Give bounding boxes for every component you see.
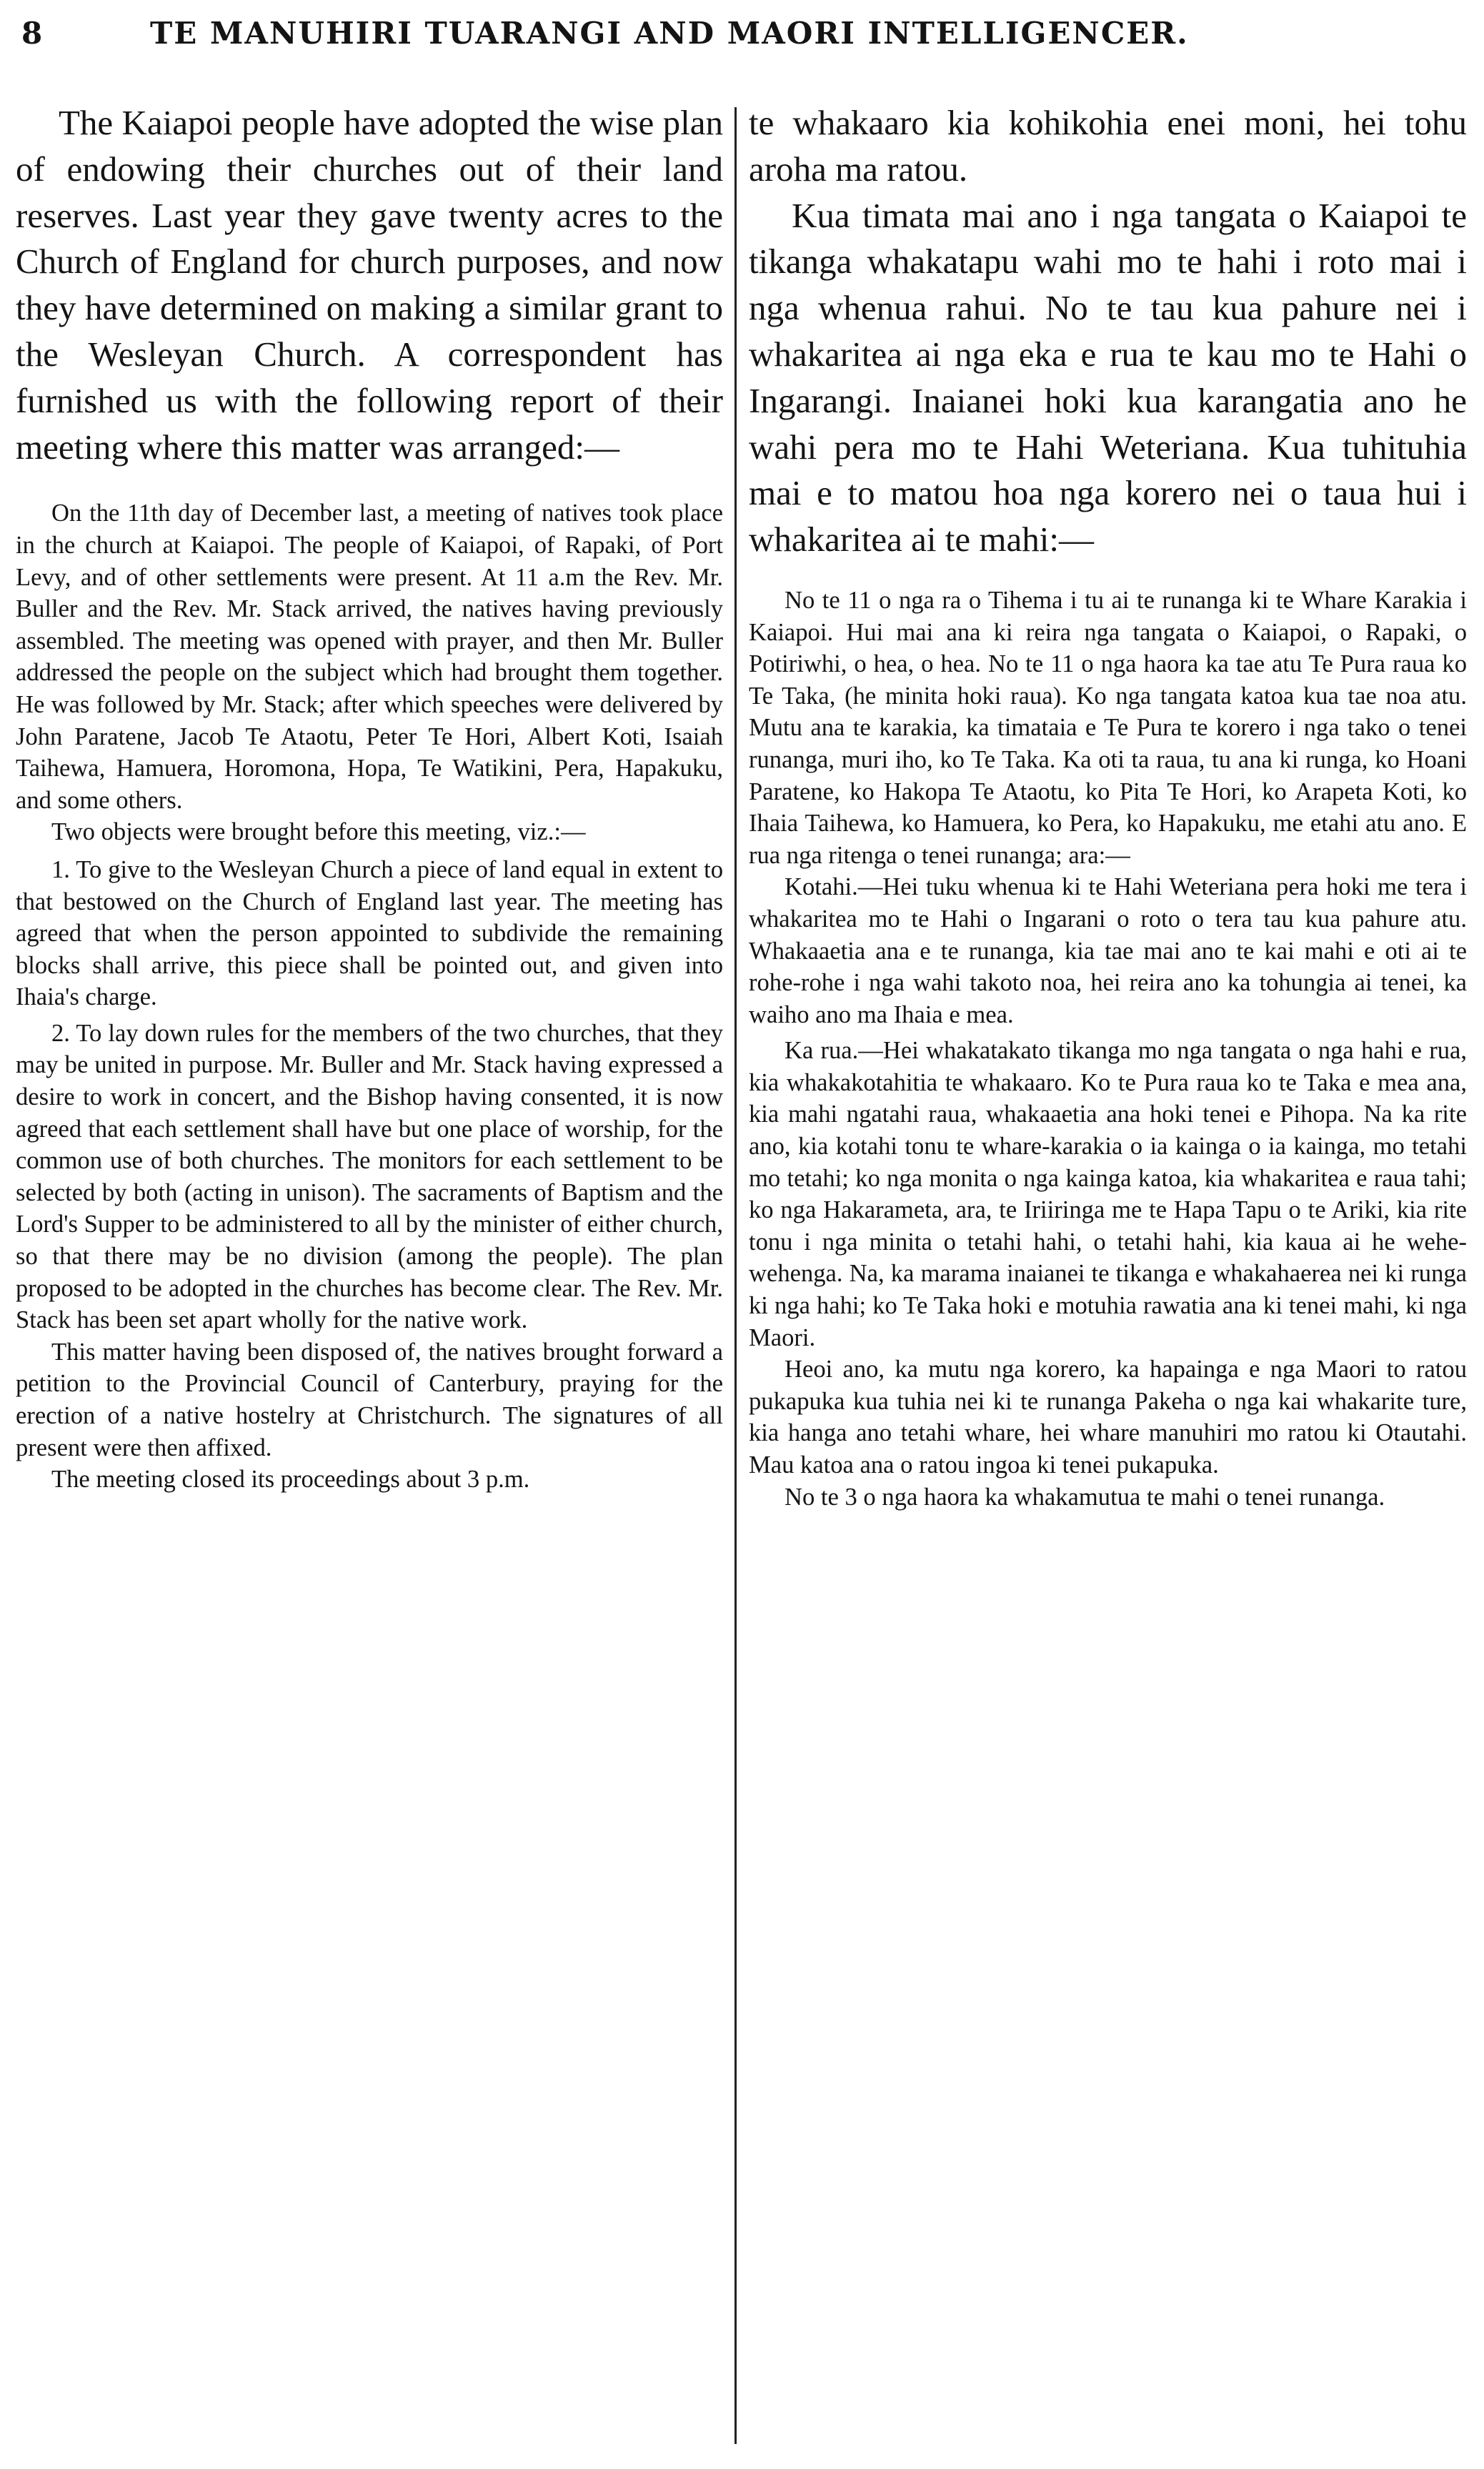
maori-column: [749, 100, 1467, 2455]
maori-first-object: Kotahi.—Hei tuku whenua ki te Hahi Weteriana pera hoki me tera i whakaritea mo te Hahi o Ingarani o roto o tera tau kua pahure atu. Whakaaetia ana e te runanga, kia tae mai ano te kai mahi e oti ai te rohe-rohe i nga wahi takoto noa, hei reira ano ka tohungia ai tenei, ka waiho ano ma Ihaia e mea.: [749, 873, 1467, 1028]
english-report-paragraph: On the 11th day of December last, a meeting of natives took place in the church at Kaiapoi. The people of Kaiapoi, of Rapaki, of Port Levy, and of other settlements were present. At 11 a.m the Rev. Mr. Buller and the Rev. Mr. Stack arrived, the natives having previously assembled. The meeting was opened with prayer, and then Mr. Buller addressed the people on the subject which had brought them together. He was followed by Mr. Stack; after which speeches were delivered by John Paratene, Jacob Te Ataotu, Peter Te Hori, Albert Koti, Isaiah Taihewa, Hamuera, Horomona, Hopa, Te Watikini, Pera, Hapakuku, and some others.: [16, 500, 723, 814]
english-petition-paragraph: This matter having been disposed of, the natives brought forward a petition to the Provincial Council of Canterbury, praying for the erection of a native hostelry at Christchurch. The signatures of all present were then affixed.: [16, 1338, 723, 1461]
section-gap: [16, 470, 723, 497]
english-column: [16, 100, 723, 2455]
page-number: 8: [21, 16, 43, 51]
column-divider: [734, 107, 737, 2444]
section-gap: [749, 563, 1467, 585]
english-objects-paragraph: Two objects were brought before this meeting, viz.:—: [51, 818, 586, 846]
maori-report-paragraph: No te 11 o nga ra o Tihema i tu ai te runanga ki te Whare Karakia i Kaiapoi. Hui mai ana ki reira nga tangata o Kaiapoi, o Rapaki, o Potiriwhi, o hea, o hea. No te 11 o nga haora ka tae atu Te Pura raua ko Te Taka, (he minita hoki raua). Ko nga tangata katoa kua tae noa atu. Mutu ana te karakia, ka timataia e Te Pura te korero i nga tako o tenei runanga, muri iho, ko Te Taka. Ka oti ta raua, tu ana ki runga, ko Hoani Paratene, ko Hakopa Te Ataotu, ko Pita Te Hori, ko Arapeta Koti, ko Ihaia Taihewa, ko Hamuera, ko Pera, ko Hapakuku, me etahi atu ano. E rua nga ritenga o tenei runanga; ara:—: [749, 586, 1467, 869]
maori-closing-paragraph: No te 3 o nga haora ka whakamutua te mahi o tenei runanga.: [785, 1483, 1385, 1511]
english-second-object: 2. To lay down rules for the members of the two churches, that they may be united in purpose. Mr. Buller and Mr. Stack having expressed a desire to work in concert, and the Bishop having consented, it is now agreed that each settlement shall have but one place of worship, for the common use of both churches. The monitors for each settlement to be selected by both (acting in unison). The sacraments of Baptism and the Lord's Supper to be administered to all by the minister of either church, so that there may be no division (among the people). The plan proposed to be adopted in the churches has become clear. The Rev. Mr. Stack has been set apart wholly for the native work.: [16, 1019, 723, 1334]
english-first-object: 1. To give to the Wesleyan Church a piece of land equal in extent to that bestowed on the Church of England last year. The meeting has agreed that when the person appointed to subdivide the remaining blocks shall arrive, this piece shall be pointed out, and given into Ihaia's charge.: [16, 855, 723, 1011]
maori-petition-paragraph: Heoi ano, ka mutu nga korero, ka hapainga e nga Maori to ratou pukapuka kua tuhia nei ki te runanga Pakeha o nga kai whakarite ture, kia hanga ano tetahi whare, hei whare manuhiri mo ratou ki Otautahi. Mau katoa ana o ratou ingoa ki tenei pukapuka.: [749, 1356, 1467, 1479]
page-header: [21, 16, 1458, 66]
maori-second-object: Ka rua.—Hei whakatakato tikanga mo nga tangata o nga hahi e rua, kia whakakotahitia te whakaaro. Ko te Pura raua ko te Taka e mea ana, kia mahi ngatahi raua, whakaaetia ana hoki tenei e Pihopa. Na ka rite ano, kia kotahi tonu te whare-karakia o ia kainga o ia kainga, mo tetahi mo tetahi; ko nga monita o nga kainga katoa, kia whakaritea e raua tahi; ko nga Hakarameta, ara, te Iriiringa me te Hapa Tapu o te Ariki, kia rite tonu i nga minita o tetahi hahi, o tetahi hahi, kia kaua ai he wehe-wehenga. Na, ka marama inaianei te tikanga e whakahaerea nei ki runga ki nga hahi; ko Te Taka hoki e motuhia rawatia ana ki tenei mahi, ki nga Maori.: [749, 1037, 1467, 1351]
english-closing-paragraph: The meeting closed its proceedings about 3 p.m.: [51, 1466, 530, 1494]
newspaper-title: TE MANUHIRI TUARANGI AND MAORI INTELLIGENCER.: [150, 16, 1189, 51]
english-intro: The Kaiapoi people have adopted the wise plan of endowing their churches out of their land reserves. Last year they gave twenty acres to the Church of England for church purposes, and now they have determined on making a similar grant to the Wesleyan Church. A correspondent has furnished us with the following report of their meeting where this matter was arranged:—: [16, 103, 723, 467]
maori-intro-continued: te whakaaro kia kohikohia enei moni, hei tohu aroha ma ratou.: [749, 103, 1467, 189]
maori-intro: Kua timata mai ano i nga tangata o Kaiapoi te tikanga whakatapu wahi mo te hahi i roto mai i nga whenua rahui. No te tau kua pahure nei i whakaritea ai nga eka e rua te kau mo te Hahi o Ingarangi. Inaianei hoki kua karangatia ano he wahi pera mo te Hahi Weteriana. Kua tuhituhia mai e to matou hoa nga korero nei o taua hui i whakaritea ai te mahi:—: [749, 195, 1467, 560]
